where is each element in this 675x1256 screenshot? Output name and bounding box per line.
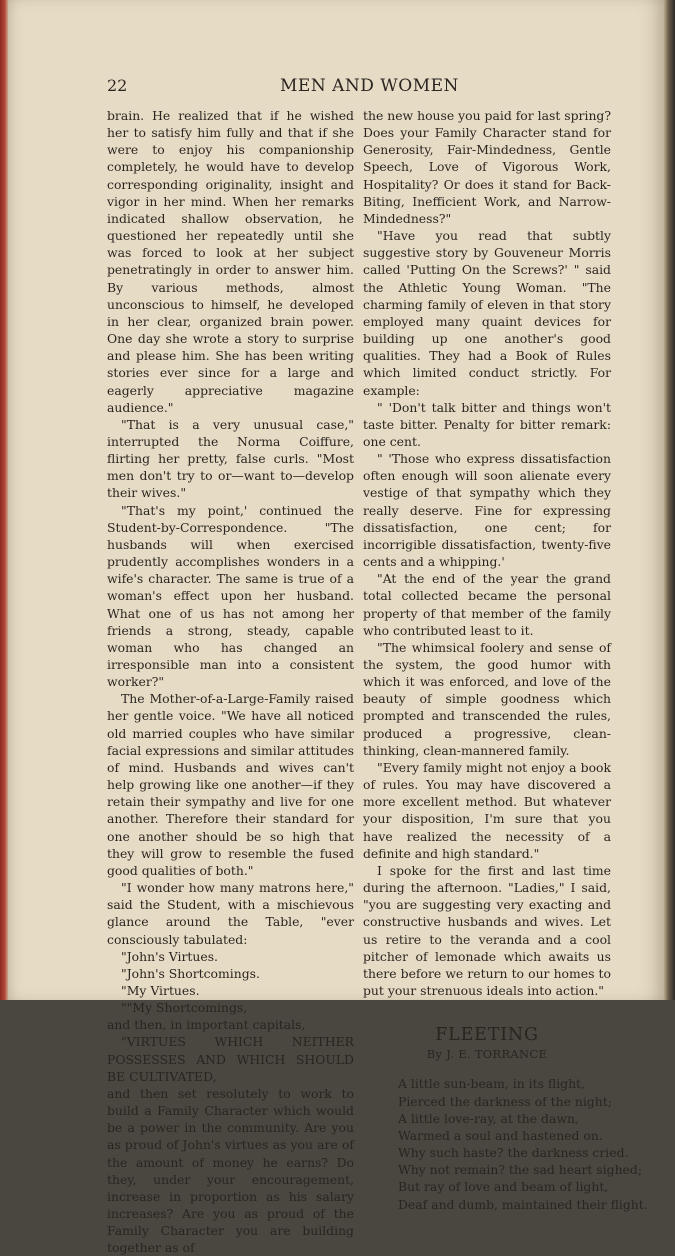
poem-line: Deaf and dumb, maintained their flight. xyxy=(398,1196,648,1212)
right-column xyxy=(363,107,648,1213)
paragraph: and then set resolutely to work to build a Family Character which would be a power in the community. Are you as proud of John's virtues as you are of the amount of money he earns? Do they, under your encouragement, increase in proportion as his salary increases? Are you as proud of the Family Character you are building together as of xyxy=(107,1085,354,1256)
poem-title: FLEETING xyxy=(435,1025,539,1046)
poem-line: A little love-ray, at the dawn, xyxy=(398,1110,579,1126)
paragraph: The Mother-of-a-Large-Family raised her gentle voice. "We have all noticed old married couples who have similar facial expressions and similar attitudes of mind. Husbands and wives can't help growing like one another—if they retain their sympathy and live for one another. Therefore their standard for one another should be so high that they will grow to resemble the fused good qualities of both." xyxy=(107,691,354,878)
paragraph: I spoke for the first and last time during the afternoon. "Ladies," I said, "you are suggesting very exacting and constructive husbands and wives. Let us retire to the veranda and a cool pitcher of lemonade which awaits us there before we return to our homes to put your strenuous ideals into action." xyxy=(363,862,611,998)
page-edge-shadow xyxy=(664,0,675,1000)
poem-line: Warmed a soul and hastened on. xyxy=(398,1127,603,1143)
paragraph: "That's my point,' continued the Student-by-Correspondence. "The husbands will when exercised prudently accomplishes wonders in a wife's character. The same is true of a woman's effect upon her husband. What one of us has not among her friends a strong, steady, capable woman who has changed an irresponsible man into a consistent worker?" xyxy=(107,502,354,690)
poem-line: Pierced the darkness of the night; xyxy=(398,1093,612,1109)
paragraph: brain. He realized that if he wished her to satisfy him fully and that if she were to enjoy his companionship completely, he would have to develop corresponding originality, insight and vigor in her mind. When her remarks indicated shallow observation, he questioned her repeatedly until she was forced to look at her subject penetratingly in order to answer him. By various methods, almost unconscious to himself, he developed in her clear, organized brain power. One day she wrote a story to surprise and please him. She has been writing stories ever since for a large and eagerly appreciative magazine audience." xyxy=(107,108,354,415)
poem-line: Why such haste? the darkness cried. xyxy=(398,1145,629,1161)
poem-byline: By J. E. TORRANCE xyxy=(426,1047,548,1062)
paragraph: and then, in important capitals, xyxy=(107,1017,306,1033)
left-column xyxy=(107,107,354,1256)
paragraph: "I wonder how many matrons here," said the Student, with a mischievous glance around the Table, "ever consciously tabulated: xyxy=(107,880,354,947)
paragraph: "Have you read that subtly suggestive story by Gouveneur Morris called 'Putting On the Screws?' " said the Athletic Young Woman. "The charming family of eleven in that story employed many quaint devices for building up one another's good qualities. They had a Book of Rules which limited conduct strictly. For example: xyxy=(363,228,611,398)
paragraph: "At the end of the year the grand total collected became the personal property of that member of the family who contributed least to it. xyxy=(363,571,611,638)
paragraph: "Every family might not enjoy a book of rules. You may have discovered a more excellent method. But whatever your disposition, I'm sure that you have realized the necessity of a definite and high standard." xyxy=(363,759,611,861)
poem-line: A little sun-beam, in its flight, xyxy=(398,1076,585,1092)
poem-line: But ray of love and beam of light, xyxy=(398,1179,609,1195)
poem-line: Why not remain? the sad heart sighed; xyxy=(398,1162,642,1178)
poem-body xyxy=(363,1075,648,1212)
paragraph: the new house you paid for last spring? Does your Family Character stand for Generosity, Fair-Mindedness, Gentle Speech, Love of Vigorous Work, Hospitality? Or does it stand for Back-Biting, Inefficient Work, and Narrow-Mindedness?" xyxy=(363,108,611,226)
list-line: "John's Virtues. xyxy=(121,948,218,964)
list-line: ""My Shortcomings, xyxy=(121,1000,248,1016)
paragraph: "That is a very unusual case," interrupted the Norma Coiffure, flirting her pretty, false curls. "Most men don't try to or—want to—develop their wives." xyxy=(107,416,354,501)
red-binding-edge xyxy=(0,0,8,1000)
paragraph: "The whimsical foolery and sense of the system, the good humor with which it was enforced, and love of the beauty of simple goodness which prompted and transcended the rules, produced a progressive, clean-thinking, clean-mannered family. xyxy=(363,639,611,758)
page-number: 22 xyxy=(107,76,128,95)
capitals-heading: "VIRTUES WHICH NEITHER POSSESSES AND WHICH SHOULD BE CULTIVATED, xyxy=(107,1034,354,1084)
list-line: "John's Shortcomings. xyxy=(121,965,260,981)
list-line: "My Virtues. xyxy=(121,982,200,998)
running-head-title: MEN AND WOMEN xyxy=(280,76,459,96)
paragraph: " 'Those who express dissatisfaction often enough will soon alienate every vestige of that sympathy which they really deserve. Fine for expressing dissatisfaction, one cent; for incorrigible dissatisfaction, twenty-five cents and a whipping.' xyxy=(363,451,611,570)
paragraph: " 'Don't talk bitter and things won't taste bitter. Penalty for bitter remark: one cent. xyxy=(363,399,611,449)
